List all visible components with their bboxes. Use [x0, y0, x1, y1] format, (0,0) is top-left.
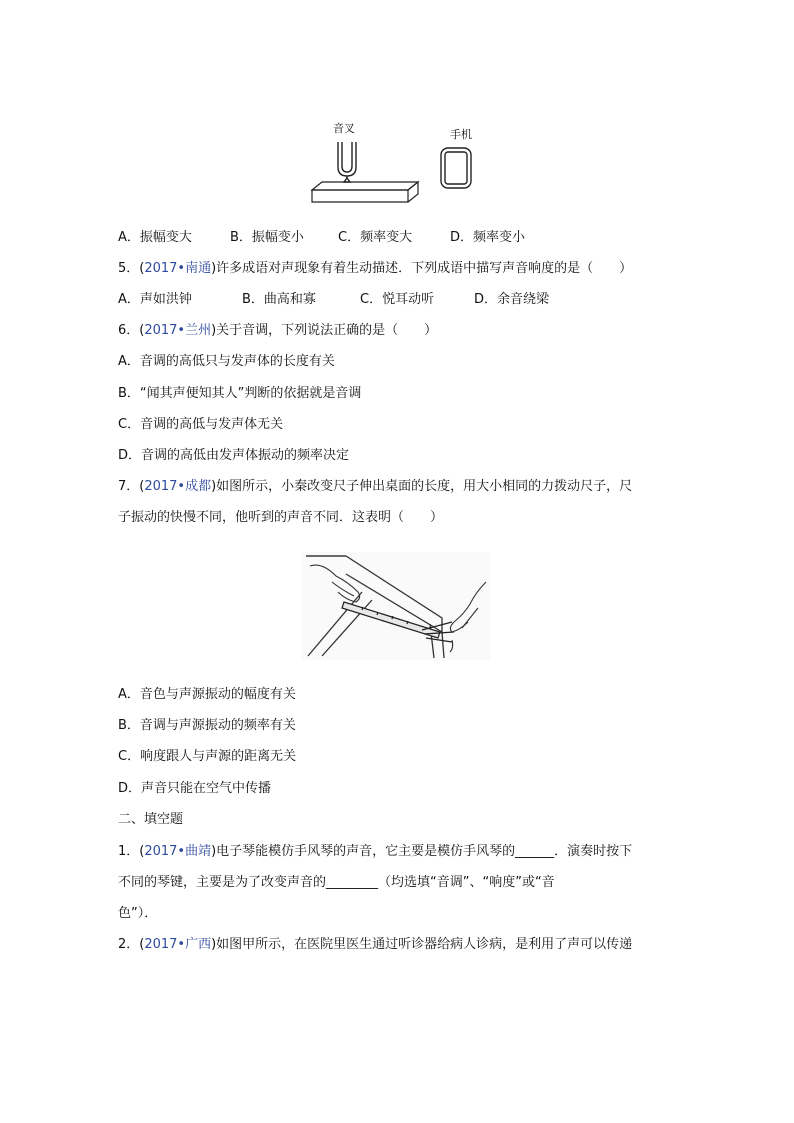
q4-option-c: C．频率变大 [338, 230, 413, 245]
q4-option-d: D．频率变小 [450, 230, 526, 245]
f1-line2: 不同的琴键，主要是为了改变声音的________（均选填“音调”、“响度”或“音 [118, 875, 555, 890]
q7-option-b: B．音调与声源振动的频率有关 [118, 718, 296, 733]
f1-number: 1．( [118, 844, 145, 859]
q4-options [118, 229, 525, 247]
f1-text-1: )电子琴能模仿手风琴的声音，它主要是模仿手风琴的______．演奏时按下 [211, 844, 633, 859]
q6-option-a: A．音调的高低只与发声体的长度有关 [118, 354, 335, 369]
q5-source: 2017•南通 [144, 261, 212, 276]
q6-option-c: C．音调的高低与发声体无关 [118, 417, 284, 432]
section-title-fill-in: 二、填空题 [118, 812, 184, 827]
f1-source: 2017•曲靖 [144, 844, 212, 859]
q4-option-a: A．振幅变大 [118, 230, 192, 245]
f2-text-1: )如图甲所示，在医院里医生通过听诊器给病人诊病，是利用了声可以传递 [211, 937, 633, 952]
f2-source: 2017•广西 [144, 937, 212, 952]
q7-number: 7．( [118, 479, 145, 494]
tuning-fork-label: 音叉 [333, 122, 355, 135]
f2-line1 [118, 936, 632, 954]
q7-option-c: C．响度跟人与声源的距离无关 [118, 749, 297, 764]
q7-option-d: D．声音只能在空气中传播 [118, 781, 272, 796]
q7-stem-line1 [118, 478, 632, 496]
f1-line1 [118, 843, 632, 861]
tuning-fork-icon [338, 142, 356, 182]
q5-option-c: C．悦耳动听 [360, 292, 435, 307]
q5-option-d: D．余音绕梁 [474, 292, 550, 307]
q5-option-a: A．声如洪钟 [118, 292, 192, 307]
f1-line3: 色”）． [118, 906, 158, 921]
q5-number: 5．( [118, 261, 145, 276]
ruler-table-figure [302, 552, 490, 660]
q6-number: 6．( [118, 323, 145, 338]
phone-icon [441, 148, 471, 188]
q5-options [118, 291, 549, 309]
q6-option-b: B．“闻其声便知其人”判断的依据就是音调 [118, 386, 362, 401]
phone-label: 手机 [450, 128, 472, 141]
resonance-box-icon [312, 182, 418, 202]
f2-number: 2．( [118, 937, 145, 952]
q5-text: )许多成语对声现象有着生动描述．下列成语中描写声音响度的是（ ） [211, 261, 633, 276]
q6-source: 2017•兰州 [144, 323, 212, 338]
q7-stem-line2: 子振动的快慢不同，他听到的声音不同．这表明（ ） [118, 510, 444, 525]
q6-option-d: D．音调的高低由发声体振动的频率决定 [118, 448, 350, 463]
q7-source: 2017•成都 [144, 479, 212, 494]
q4-option-b: B．振幅变小 [230, 230, 304, 245]
q5-option-b: B．曲高和寡 [242, 292, 316, 307]
q6-text: )关于音调，下列说法正确的是（ ） [211, 323, 438, 338]
q7-text-1: )如图所示，小秦改变尺子伸出桌面的长度，用大小相同的力拨动尺子，尺 [211, 479, 633, 494]
q5-stem [118, 260, 632, 278]
q7-option-a: A．音色与声源振动的幅度有关 [118, 687, 296, 702]
q6-stem [118, 322, 437, 340]
tuning-fork-phone-figure [300, 112, 500, 212]
